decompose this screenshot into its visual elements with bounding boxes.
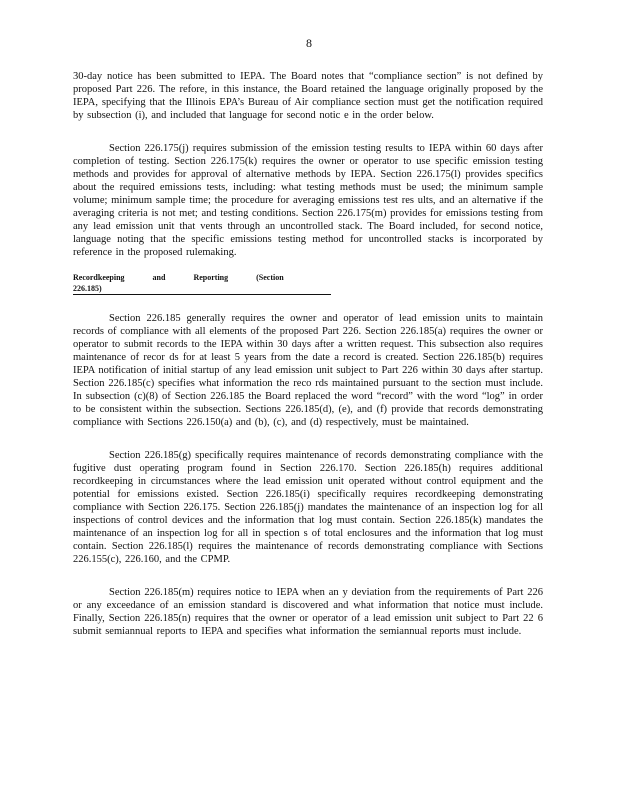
page-number: 8: [306, 36, 312, 50]
section-heading-text: Recordkeeping and Reporting (Section 226.185): [73, 272, 331, 295]
paragraph-recordkeeping-general: Section 226.185 generally requires the owner and operator of lead emission units to maintain records of compliance with all elements of the proposed Part 226. Section 226.185(a) requires the owner or operator to submit records to the IEPA within 30 days after a written request. This subsection also requires maintenance of recor ds for at least 5 years from the date a record is created. Section 226.185(b) requires IEPA notification of initial startup of any lead emission unit subject to Part 226 within 30 days after startup. Section 226.185(c) specifies what information the reco rds maintained pursuant to the section must include. In subsection (c)(8) of Section 226.185 the Board replaced the word “record” with the word “log” in order to be consistent within the subsection. Sections 226.185(d), (e), and (f) provide that records demonstrating compliance with Sections 226.150(a) and (b), (c), and (d) respectively, must be maintained.: [73, 313, 543, 428]
paragraph-deviation-reports: Section 226.185(m) requires notice to IEPA when an y deviation from the requirements of Part 226 or any exceedance of an emission standard is discovered and what information that notice must include. Finally, Section 226.185(n) requires that the owner or operator of a lead emission unit subject to Part 22 6 submit semiannual reports to IEPA and specifies what information the semiannual reports must include.: [73, 587, 543, 637]
paragraph-notice-compliance-section: 30-day notice has been submitted to IEPA. The Board notes that “compliance section” is not defined by proposed Part 226. The refore, in this instance, the Board retained the language originally proposed by the IEPA, specifying that the Illinois EPA’s Bureau of Air compliance section must get the notification required by subsection (i), and included that language for second notic e in the order below.: [73, 71, 543, 121]
paragraph-recordkeeping-specific: Section 226.185(g) specifically requires maintenance of records demonstrating compliance with the fugitive dust operating program found in Section 226.170. Section 226.185(h) requires additional recordkeeping in circumstances where the lead emission unit operated without control equipment and the potential for emissions existed. Section 226.185(i) specifically requires recordkeeping demonstrating compliance with Section 226.175. Section 226.185(j) mandates the maintenance of an inspection log for all inspections of control devices and the information that log must contain. Section 226.185(k) mandates the maintenance of an inspection log for all in spection s of total enclosures and the information that log must contain. Section 226.185(l) requires the maintenance of records demonstrating compliance with Sections 226.155(c), 226.160, and the CPMP.: [73, 450, 543, 565]
section-heading-recordkeeping: [73, 272, 543, 295]
document-body: [73, 70, 543, 658]
paragraph-emission-testing: Section 226.175(j) requires submission of the emission testing results to IEPA within 60 days after completion of testing. Section 226.175(k) requires the owner or operator to use specific emission testing methods and provides for approval of alternative methods by IEPA. Section 226.175(l) provides specifics about the required emissions tests, including: what testing methods must be used; the minimum sample volume; minimum sample time; the procedure for averaging emissions test res ults, and an alternative if the averaging criteria is not met; and testing conditions. Section 226.175(m) provides for emissions testing from any lead emission unit that vents through an uncontrolled stack. The Board included, for second notice, language noting that the specific emissions testing method for uncontrolled stacks is incorporated by reference in the proposed rulemaking.: [73, 143, 543, 258]
